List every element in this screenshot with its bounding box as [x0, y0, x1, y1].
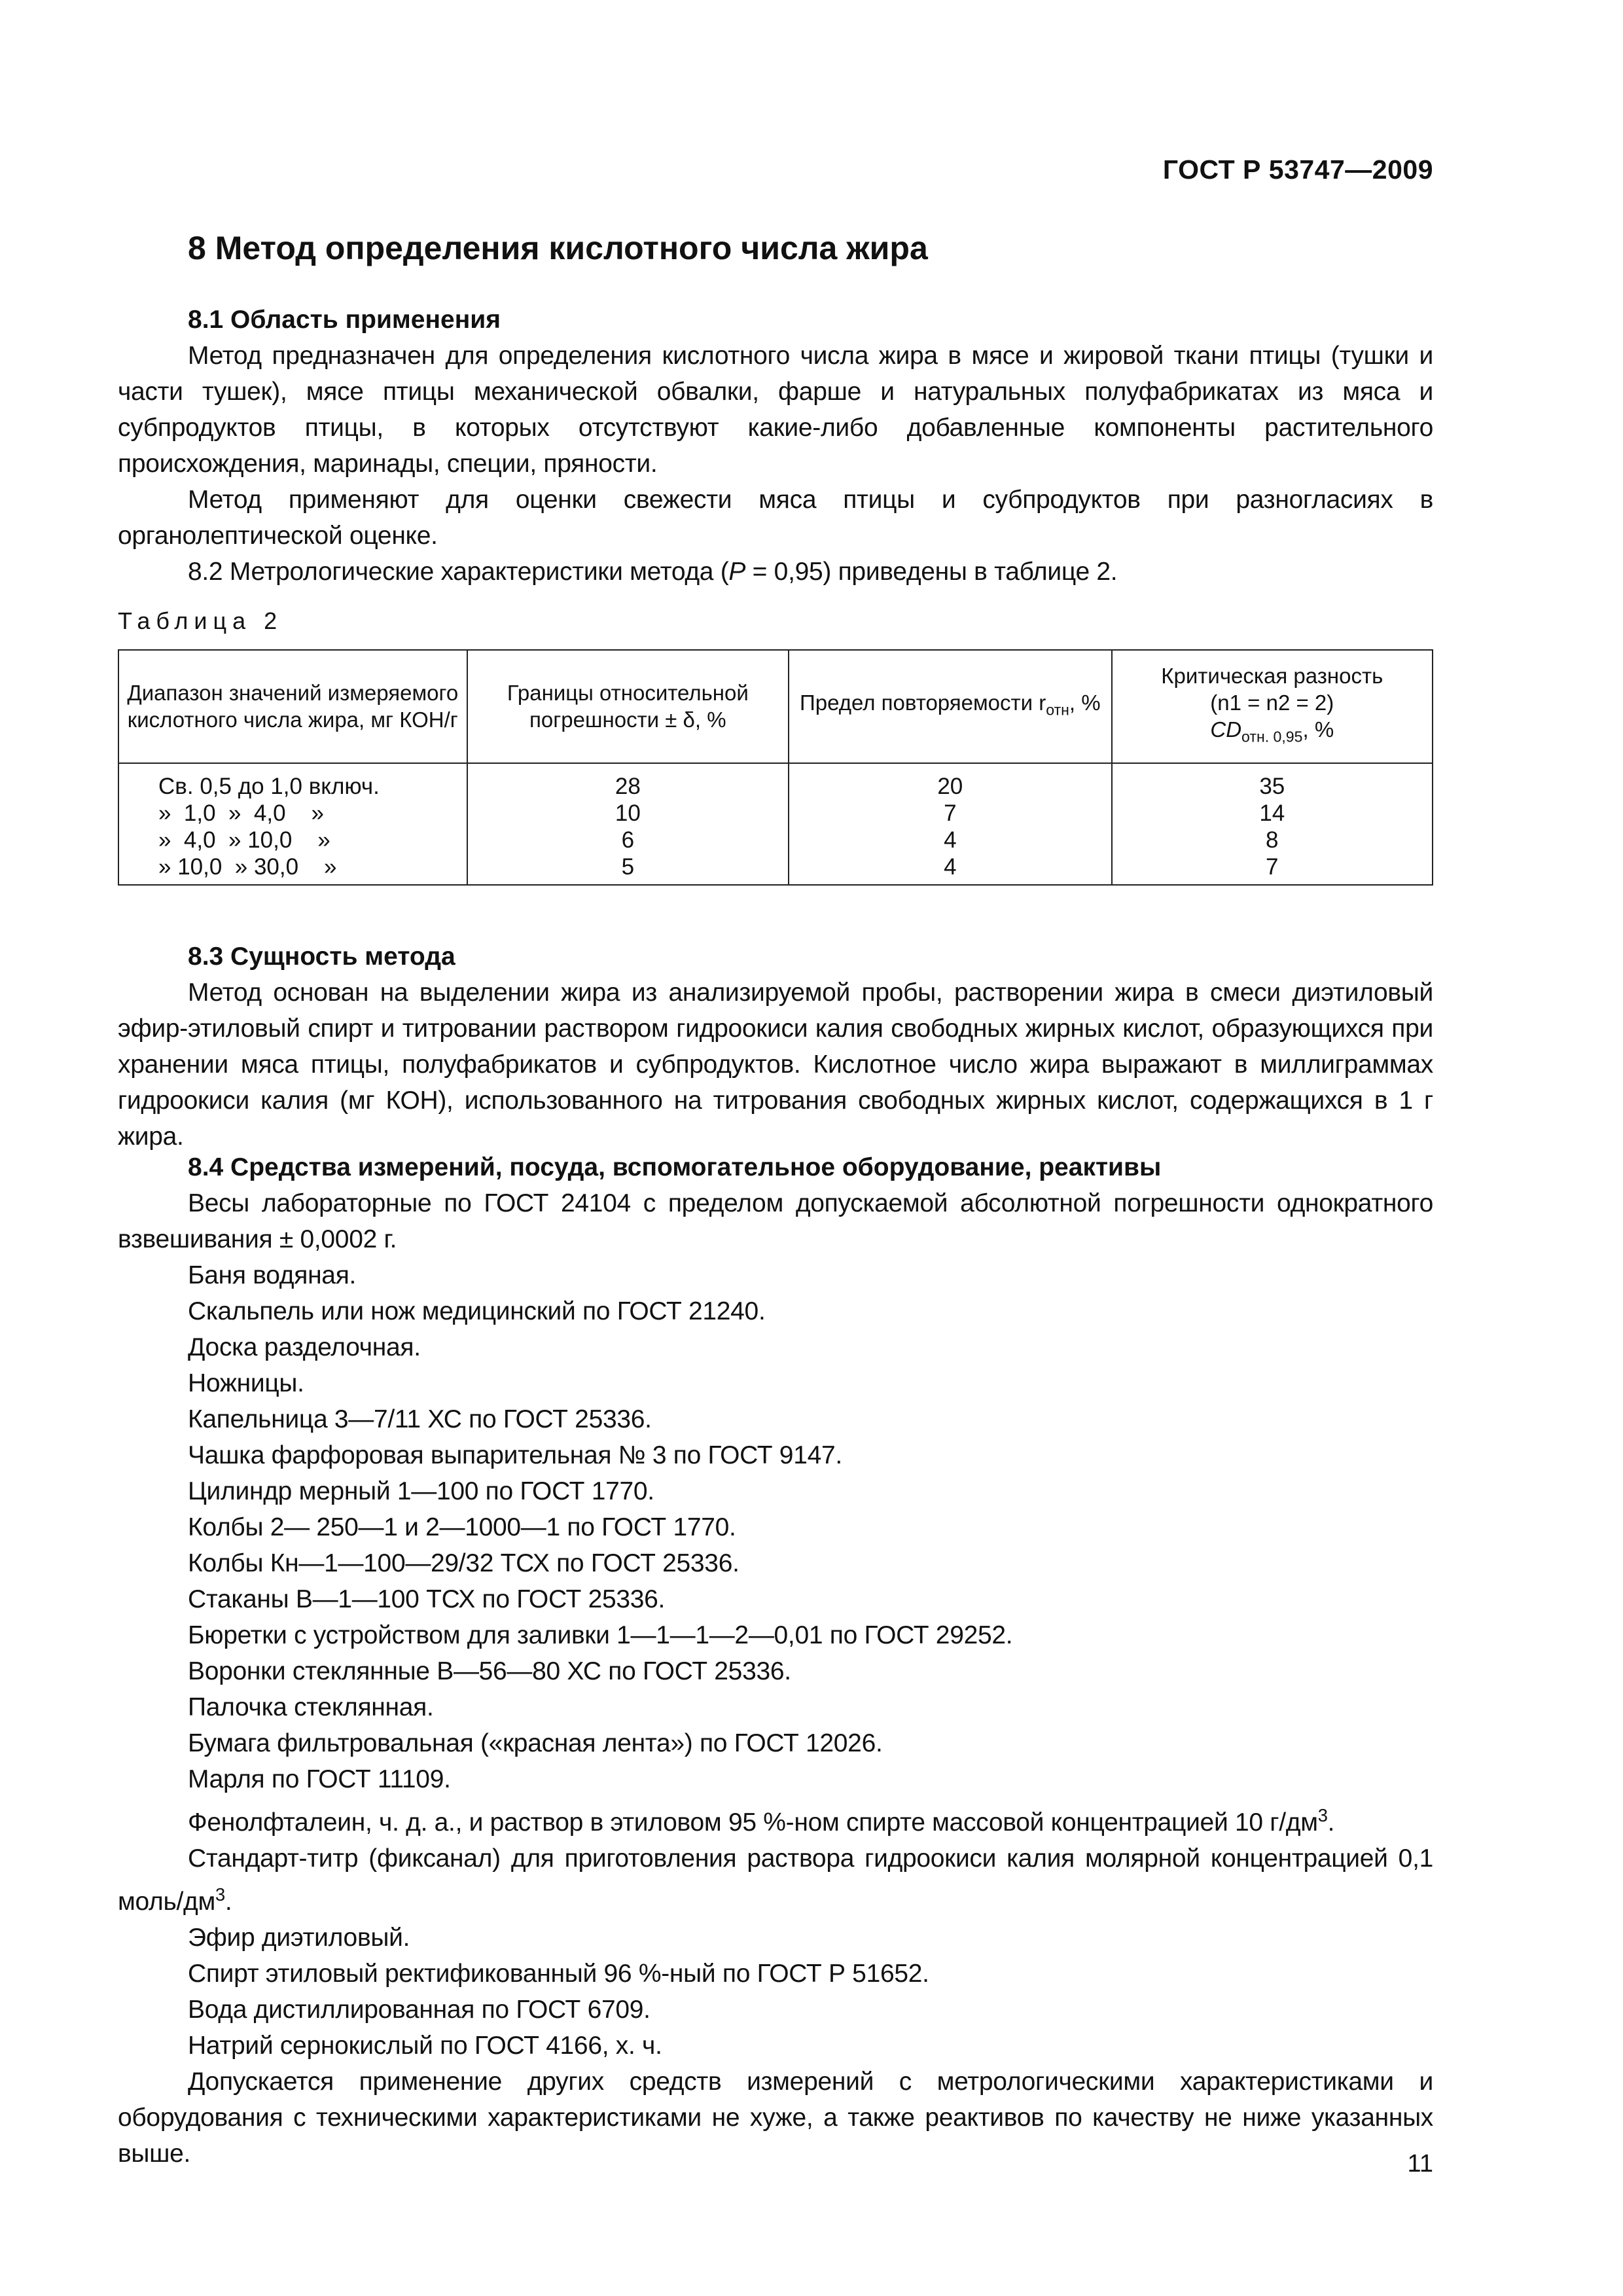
standard-titre-text: Стандарт-титр (фиксанал) для приготовления раствора гидроокиси калия молярной концентрацией 0,1 моль/дм — [118, 1844, 1433, 1916]
table-header-row — [118, 650, 1433, 763]
equipment-list — [118, 1257, 1433, 1797]
standard-titre-end: . — [224, 1888, 232, 1916]
critical-difference-label: Критическая разность — [1161, 664, 1383, 688]
list-item: Воронки стеклянные В—56—80 ХС по ГОСТ 25336. — [188, 1657, 791, 1685]
standard-code-header: ГОСТ Р 53747—2009 — [1162, 154, 1433, 185]
page-number: 11 — [1407, 2150, 1433, 2178]
table-row — [118, 853, 1433, 885]
cd-symbol: CD — [1210, 717, 1242, 742]
paragraph-alternatives: Допускается применение других средств измерений с метрологическими характеристиками и оборудования с техническими характеристиками не хуже, а также реактивов по качеству не ниже указанных выше. — [118, 2068, 1433, 2168]
section-8-4 — [118, 1150, 1433, 2172]
list-item: Стаканы В—1—100 ТСХ по ГОСТ 25336. — [188, 1585, 666, 1613]
list-item: Баня водяная. — [188, 1261, 357, 1289]
metrology-table — [118, 649, 1433, 886]
header-repeatability — [789, 650, 1111, 763]
cell-range: Св. 0,5 до 1,0 включ. — [118, 763, 467, 800]
list-item: Колбы 2— 250—1 и 2—1000—1 по ГОСТ 1770. — [188, 1513, 736, 1541]
repeatability-subscript: отн — [1046, 701, 1069, 719]
list-item: Марля по ГОСТ 11109. — [188, 1765, 451, 1793]
list-item: Доска разделочная. — [188, 1333, 421, 1361]
cd-unit: , % — [1302, 717, 1334, 742]
heading-8-4: 8.4 Средства измерений, посуда, вспомогательное оборудование, реактивы — [188, 1153, 1162, 1181]
reagent-list — [118, 1920, 1433, 2064]
text-8-2-end: = 0,95) приведены в таблице 2. — [745, 558, 1118, 586]
list-item: Вода дистиллированная по ГОСТ 6709. — [188, 1996, 651, 2024]
cell-range: » 1,0 » 4,0 » — [118, 800, 467, 827]
list-item: Капельница 3—7/11 ХС по ГОСТ 25336. — [188, 1405, 652, 1433]
cell-repeatability: 20 — [789, 763, 1111, 800]
paragraph-scales: Весы лабораторные по ГОСТ 24104 с пределом допускаемой абсолютной погрешности однократного взвешивания ± 0,0002 г. — [118, 1189, 1433, 1253]
list-item: Скальпель или нож медицинский по ГОСТ 21240. — [188, 1297, 766, 1325]
section-8-3 — [118, 939, 1433, 1155]
cd-subscript: отн. 0,95 — [1241, 728, 1303, 745]
section-8-1 — [118, 302, 1433, 590]
list-item: Натрий сернокислый по ГОСТ 4166, х. ч. — [188, 2032, 662, 2060]
cell-critical-difference: 7 — [1112, 853, 1433, 885]
list-item: Ножницы. — [188, 1369, 304, 1397]
cell-range: » 4,0 » 10,0 » — [118, 827, 467, 853]
list-item: Бумага фильтровальная («красная лента») по ГОСТ 12026. — [188, 1729, 883, 1757]
phenolphthalein-end: . — [1327, 1808, 1335, 1837]
cell-repeatability: 4 — [789, 853, 1111, 885]
paragraph-8-1-scope: Метод предназначен для определения кислотного числа жира в мясе и жировой ткани птицы (тушки и части тушек), мясе птицы механической обвалки, фарше и натуральных полуфабрикатах из мяса и субпродуктов птицы, в которых отсутствуют какие-либо добавленные компоненты растительного происхождения, маринады, специи, пряности. — [118, 342, 1433, 478]
text-8-2-start: 8.2 Метрологические характеристики метода ( — [188, 558, 729, 586]
list-item-standard-titre — [118, 1840, 1433, 1920]
paragraph-8-1-usage: Метод применяют для оценки свежести мяса птицы и субпродуктов при разногласиях в органолептической оценке. — [118, 486, 1433, 550]
table-caption: Таблица 2 — [118, 607, 283, 634]
critical-difference-n: (n1 = n2 = 2) — [1210, 691, 1334, 715]
list-item: Чашка фарфоровая выпарительная № 3 по ГОСТ 9147. — [188, 1441, 842, 1469]
list-item: Цилиндр мерный 1—100 по ГОСТ 1770. — [188, 1477, 654, 1505]
cell-critical-difference: 8 — [1112, 827, 1433, 853]
heading-8-3: 8.3 Сущность метода — [188, 942, 455, 971]
list-item-phenolphthalein — [118, 1797, 1433, 1840]
list-item: Спирт этиловый ректификованный 96 %-ный по ГОСТ Р 51652. — [188, 1960, 929, 1988]
cell-delta: 28 — [467, 763, 789, 800]
paragraph-8-2 — [118, 554, 1433, 590]
header-critical-difference — [1112, 650, 1433, 763]
repeatability-unit: , % — [1069, 691, 1101, 715]
paragraph-8-3-principle: Метод основан на выделении жира из анализируемой пробы, растворении жира в смеси диэтиловый эфир-этиловый спирт и титровании раствором гидроокиси калия свободных жирных кислот, образующихся при хранении мяса птицы, полуфабрикатов и субпродуктов. Кислотное число жира выражают в миллиграммах гидроокиси калия (мг КОН), использованного на титрования свободных жирных кислот, содержащихся в 1 г жира. — [118, 978, 1433, 1151]
table-row — [118, 827, 1433, 853]
cell-delta: 6 — [467, 827, 789, 853]
list-item: Палочка стеклянная. — [188, 1693, 434, 1721]
cell-delta: 10 — [467, 800, 789, 827]
cell-repeatability: 4 — [789, 827, 1111, 853]
repeatability-label: Предел повторяемости r — [800, 691, 1046, 715]
standard-titre-superscript: 3 — [215, 1884, 225, 1905]
list-item: Колбы Кн—1—100—29/32 ТСХ по ГОСТ 25336. — [188, 1549, 740, 1577]
header-error-bounds: Границы относительной погрешности ± δ, % — [467, 650, 789, 763]
cell-critical-difference: 14 — [1112, 800, 1433, 827]
header-range: Диапазон значений измеряемого кислотного числа жира, мг КОН/г — [118, 650, 467, 763]
list-item: Бюретки с устройством для заливки 1—1—1—2—0,01 по ГОСТ 29252. — [188, 1621, 1013, 1649]
list-item: Эфир диэтиловый. — [188, 1924, 410, 1952]
cell-range: » 10,0 » 30,0 » — [118, 853, 467, 885]
cell-repeatability: 7 — [789, 800, 1111, 827]
section-title: 8 Метод определения кислотного числа жира — [188, 230, 928, 266]
table-row — [118, 763, 1433, 800]
cell-delta: 5 — [467, 853, 789, 885]
phenolphthalein-superscript: 3 — [1317, 1805, 1328, 1825]
probability-symbol: P — [728, 558, 746, 586]
phenolphthalein-text: Фенолфталеин, ч. д. а., и раствор в этиловом 95 %-ном спирте массовой концентрацией 10 г/дм — [188, 1808, 1318, 1837]
cell-critical-difference: 35 — [1112, 763, 1433, 800]
table-row — [118, 800, 1433, 827]
heading-8-1: 8.1 Область применения — [188, 306, 501, 334]
